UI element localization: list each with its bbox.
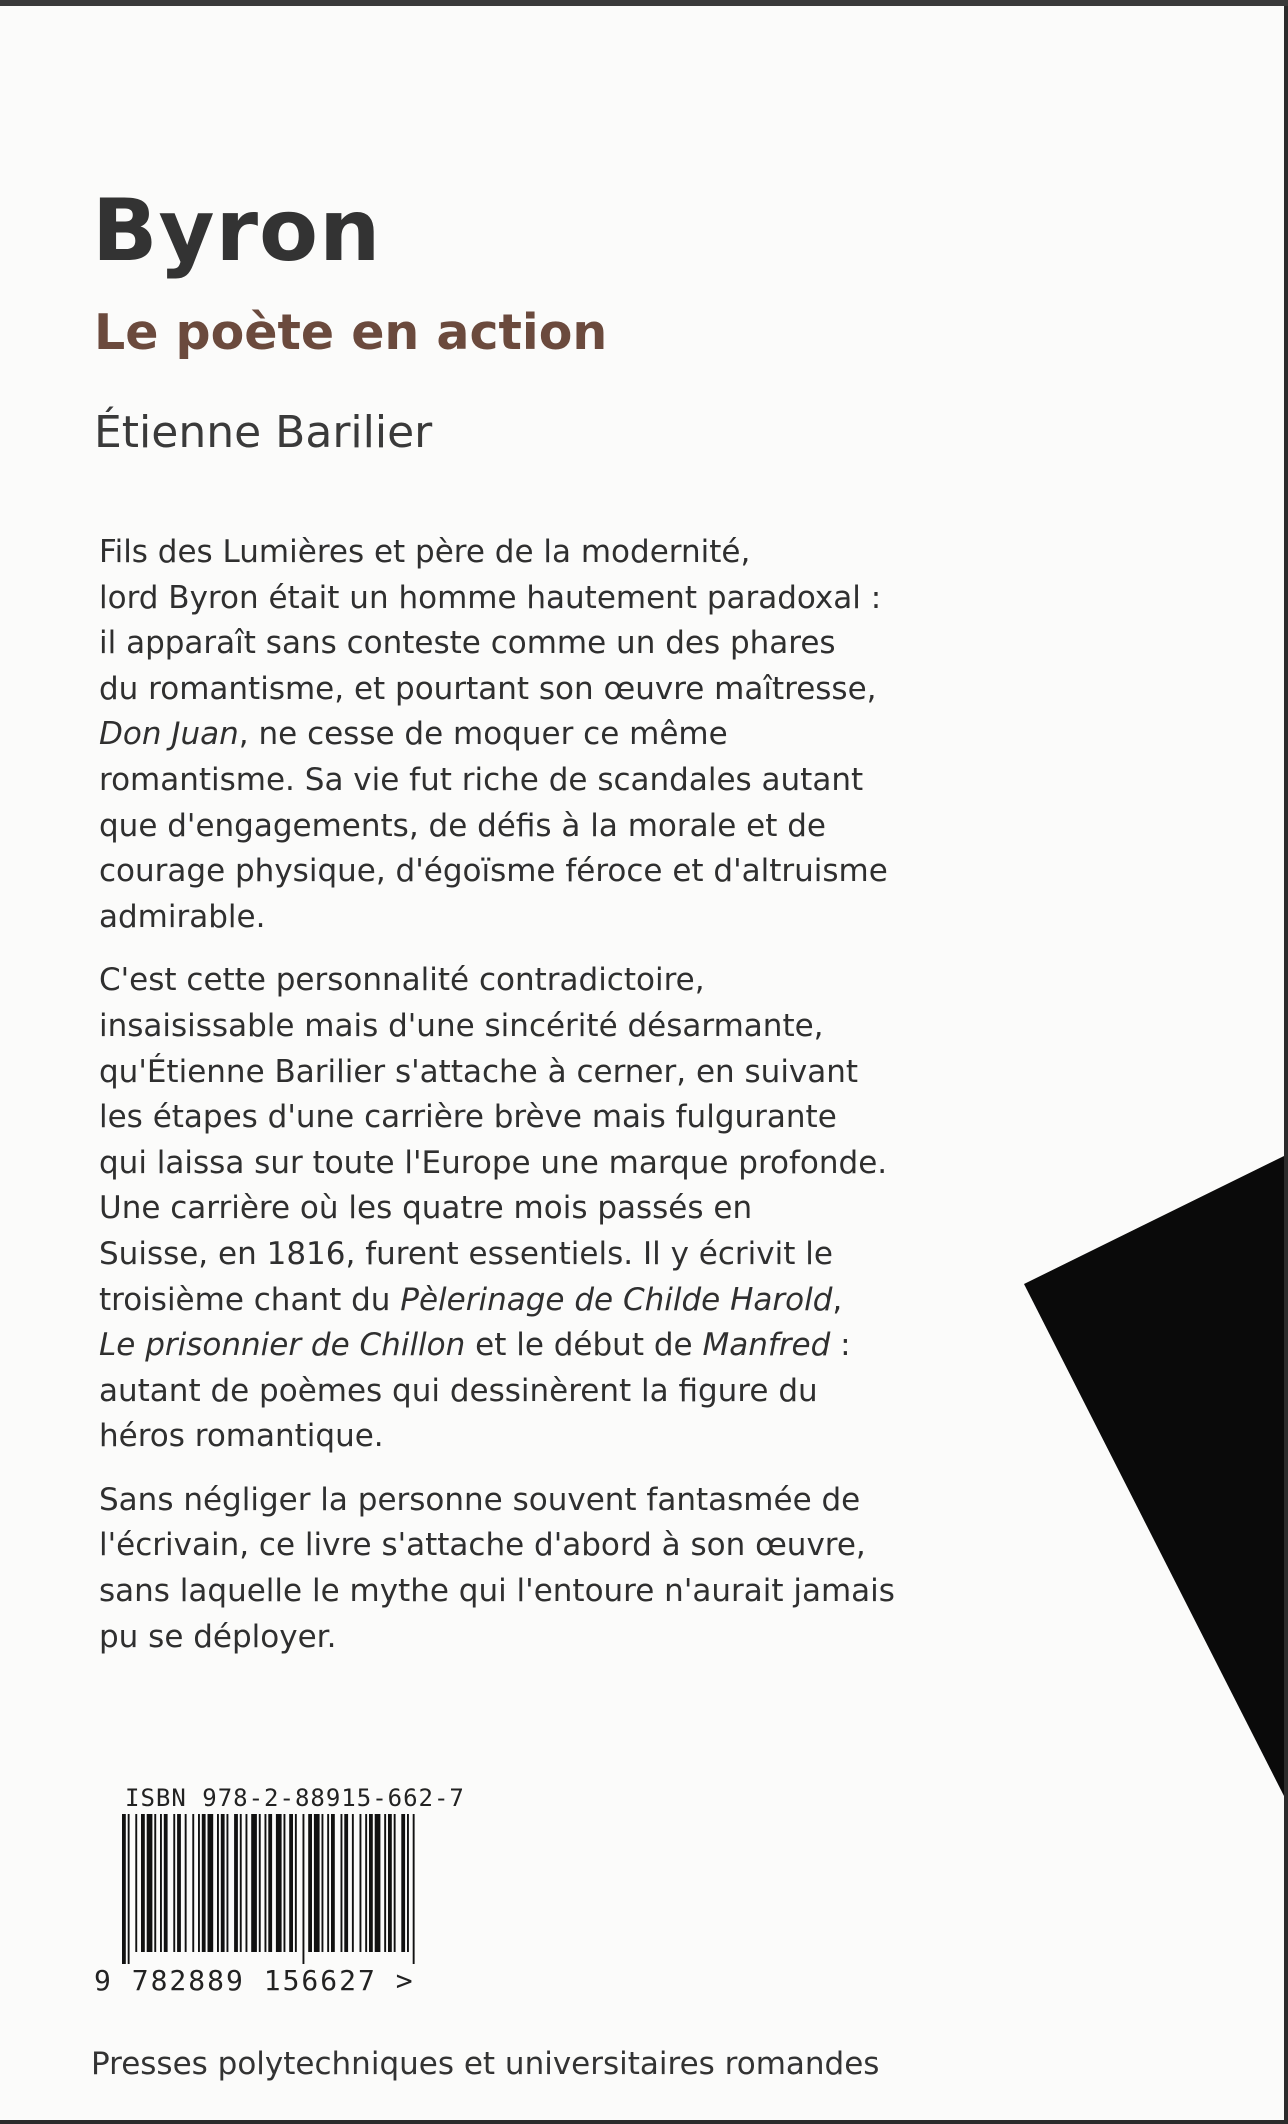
book-author: Étienne Barilier [94,407,433,458]
barcode-bar [240,1814,242,1952]
blurb-line: autant de poèmes qui dessinèrent la figure du [99,1372,818,1409]
blurb-line: les étapes d'une carrière brève mais fulgurante [99,1099,837,1136]
blurb-paragraph-2 [99,958,979,1460]
barcode-bar [352,1814,354,1952]
barcode-bar [303,1814,305,1964]
barcode-bar [185,1814,187,1952]
barcode-bar [375,1814,381,1952]
barcode-bar [268,1814,272,1952]
blurb-line-part: : [830,1327,851,1364]
barcode-bar [289,1814,293,1952]
barcode-bar [154,1814,156,1952]
barcode-bar [284,1814,286,1952]
barcode-bar [198,1814,200,1952]
publisher-name: Presses polytechniques et universitaires romandes [91,2046,880,2082]
cover-bottom-edge [0,2120,1288,2124]
blurb-line: du romantisme, et pourtant son œuvre maîtresse, [99,670,877,707]
blurb-line: héros romantique. [99,1418,384,1455]
barcode-bar [147,1814,153,1952]
blurb-line: lord Byron était un homme hautement paradoxal : [99,579,882,616]
blurb-line-part: et le début de [465,1327,703,1364]
barcode-bar [322,1814,324,1952]
barcode-bar [265,1814,267,1952]
blurb-line-part: troisième chant du [99,1281,401,1318]
barcode-bar [234,1814,238,1952]
blurb-line: Une carrière où les quatre mois passés en [99,1190,753,1227]
blurb-text [99,530,979,1678]
barcode-bar [407,1814,409,1952]
barcode-bar [314,1814,320,1952]
work-title-don-juan: Don Juan [99,716,239,753]
blurb-paragraph-1 [99,530,979,940]
barcode-bar [401,1814,405,1952]
barcode-bar [327,1814,329,1952]
blurb-line: romantisme. Sa vie fut riche de scandales autant [99,761,864,798]
blurb-line: Fils des Lumières et père de la modernité, [99,534,751,570]
barcode-bar [160,1814,162,1952]
blurb-line-rest: , ne cesse de moquer ce même [238,716,728,753]
blurb-line: l'écrivain, ce livre s'attache d'abord à son œuvre, [99,1527,866,1564]
blurb-line [99,1278,979,1324]
barcode-bar [384,1814,386,1952]
blurb-line: il apparaît sans conteste comme un des phares [99,625,836,662]
barcode-bar [308,1814,312,1952]
blurb-line: courage physique, d'égoïsme féroce et d'altruisme [99,853,888,890]
blurb-line: qu'Étienne Barilier s'attache à cerner, en suivant [99,1053,859,1090]
blurb-line: que d'engagements, de défis à la morale et de [99,807,827,844]
barcode-bar [141,1814,145,1952]
barcode-bar [246,1814,248,1952]
cover-right-edge [1284,6,1288,2124]
blurb-line [99,1323,979,1369]
barcode-bar [202,1814,206,1952]
barcode-bar [221,1814,225,1952]
barcode-bar [276,1814,282,1952]
work-title-prisonnier-chillon: Le prisonnier de Chillon [99,1327,466,1364]
barcode-bar [365,1814,367,1952]
barcode-bar [259,1814,261,1952]
blurb-line [99,712,979,758]
barcode-bar [331,1814,335,1952]
blurb-line: sans laquelle le mythe qui l'entoure n'aurait jamais [99,1573,895,1610]
barcode-bar [394,1814,396,1952]
black-triangle-decoration [1024,1156,1284,1796]
blurb-line: C'est cette personnalité contradictoire, [99,962,705,999]
barcode-digits: 9 782889 156627 > [94,1964,415,1997]
barcode-bar [413,1814,415,1964]
blurb-line: Sans négliger la personne souvent fantasmée de [99,1481,861,1518]
blurb-line-part: , [832,1281,843,1318]
barcode-bar [208,1814,214,1952]
barcode-bar [341,1814,343,1952]
isbn-label: ISBN 978-2-88915-662-7 [125,1784,465,1812]
blurb-line: qui laissa sur toute l'Europe une marque profonde. [99,1144,888,1181]
barcode-bar [128,1814,130,1964]
blurb-line: insaisissable mais d'une sincérité désarmante, [99,1007,824,1044]
work-title-manfred: Manfred [702,1327,831,1364]
blurb-line: Suisse, en 1816, furent essentiels. Il y écrivit le [99,1235,833,1272]
blurb-line: pu se déployer. [99,1618,337,1655]
barcode-bar [135,1814,137,1952]
barcode-bar [164,1814,168,1952]
barcode-bar [295,1814,297,1952]
barcode-bar [251,1814,257,1952]
barcode-bar [388,1814,392,1952]
blurb-paragraph-3 [99,1478,979,1660]
barcode-bar [177,1814,181,1952]
barcode-bar [227,1814,229,1952]
blurb-line: admirable. [99,898,266,935]
barcode-bar [344,1814,348,1952]
barcode-bar [360,1814,362,1952]
work-title-childe-harold: Pèlerinage de Childe Harold [400,1281,833,1318]
barcode-bar [192,1814,194,1952]
barcode-bar [122,1814,126,1964]
book-title: Byron [92,181,382,281]
barcode-image [120,1814,420,1964]
barcode-bar [369,1814,373,1952]
barcode-bar [217,1814,219,1952]
barcode-bar [173,1814,175,1952]
book-subtitle: Le poète en action [94,304,608,361]
